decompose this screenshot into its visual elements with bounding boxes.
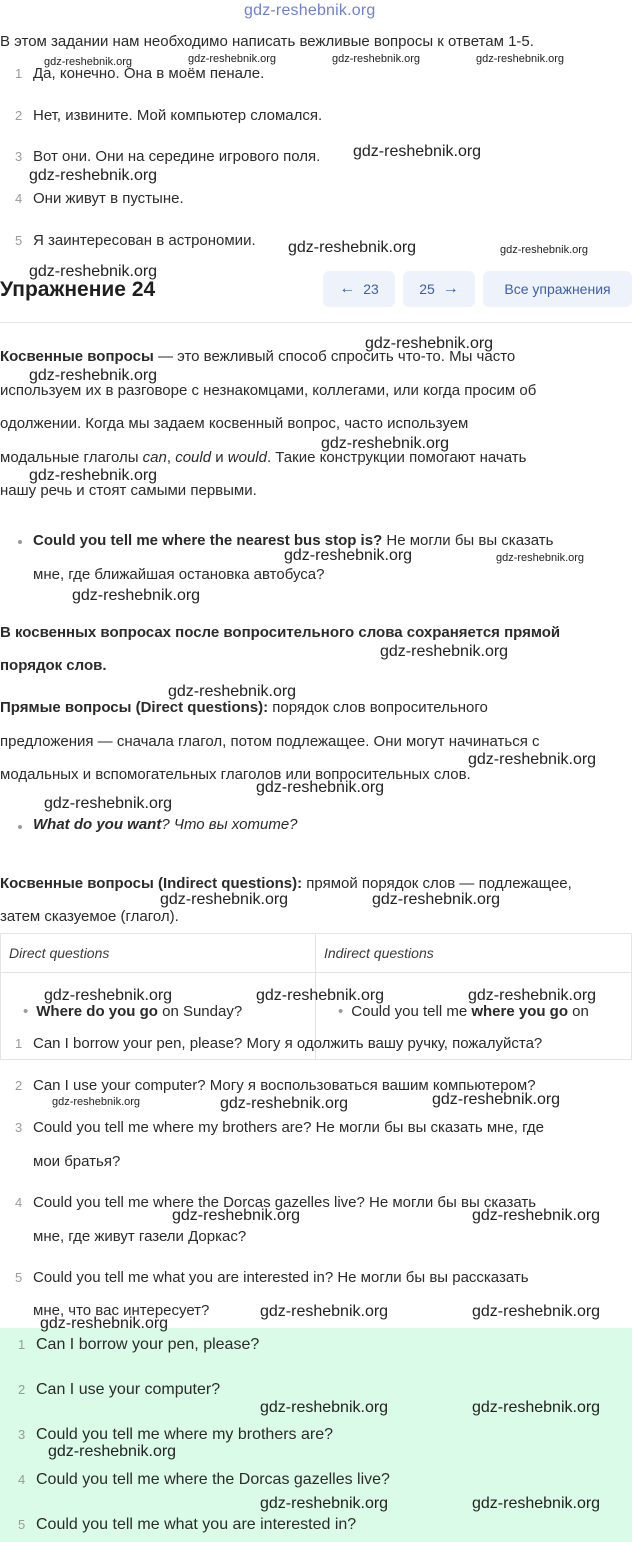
watermark: gdz-reshebnik.org	[29, 167, 158, 184]
item-text: Can I borrow your pen, please? Могу я одолжить вашу ручку, пожалуйста?	[33, 1035, 543, 1052]
table-header-row	[1, 934, 632, 973]
watermark: gdz-reshebnik.org	[432, 1091, 561, 1108]
item-number: 3	[15, 1120, 23, 1135]
watermark: gdz-reshebnik.org	[44, 987, 173, 1004]
watermark: gdz-reshebnik.org	[188, 53, 277, 65]
item-text: Could you tell me what you are interested in? Не могли бы вы рассказать	[33, 1269, 529, 1286]
arrow-right-icon: →	[442, 280, 459, 297]
answer-item	[18, 1426, 333, 1444]
answer-item	[18, 1516, 356, 1534]
item-text: Can I use your computer? Могу я воспользоваться вашим компьютером?	[33, 1077, 536, 1094]
example-line: мне, где ближайшая остановка автобуса?	[33, 566, 325, 583]
indirect-line: затем сказуемое (глагол).	[0, 908, 179, 925]
watermark: gdz-reshebnik.org	[29, 263, 158, 280]
divider	[0, 322, 632, 323]
direct-line: модальных и вспомогательных глаголов или вопросительных слов.	[0, 766, 471, 783]
watermark: gdz-reshebnik.org	[476, 53, 565, 65]
modal-can: can	[142, 449, 167, 466]
watermark: gdz-reshebnik.org	[44, 56, 133, 68]
text: модальные глаголы	[0, 449, 143, 466]
watermark: gdz-reshebnik.org	[321, 435, 450, 452]
watermark: gdz-reshebnik.org	[72, 587, 201, 604]
item-number: 5	[15, 233, 23, 248]
item-text: Да, конечно. Она в моём пенале.	[33, 65, 265, 82]
list-item	[15, 107, 322, 124]
item-number: 4	[18, 1472, 26, 1487]
modal-would: would	[227, 449, 267, 466]
item-number: 3	[15, 149, 23, 164]
text: — это вежливый способ спросить что-то. Мы часто	[153, 348, 516, 365]
answer-item	[18, 1381, 220, 1399]
list-item	[15, 190, 184, 207]
modal-could: could	[175, 449, 212, 466]
cell-bold: Where do you go	[36, 1003, 158, 1020]
item-number: 1	[18, 1337, 26, 1352]
item-text-cont: мне, где живут газели Доркас?	[33, 1228, 247, 1245]
answer-item	[18, 1471, 390, 1489]
watermark: gdz-reshebnik.org	[365, 335, 494, 352]
list-item	[15, 1269, 529, 1286]
watermark: gdz-reshebnik.org	[284, 547, 413, 564]
site-header-link[interactable]: gdz-reshebnik.org	[244, 2, 376, 19]
bullet-icon	[18, 540, 22, 544]
watermark: gdz-reshebnik.org	[332, 53, 421, 65]
item-text: Вот они. Они на середине игрового поля.	[33, 148, 321, 165]
watermark: gdz-reshebnik.org	[256, 779, 385, 796]
bullet-icon: •	[23, 1003, 29, 1020]
cell-bold: where you go	[471, 1003, 569, 1020]
list-item	[15, 1119, 544, 1136]
watermark: gdz-reshebnik.org	[48, 1443, 177, 1460]
watermark: gdz-reshebnik.org	[288, 239, 417, 256]
list-item	[15, 1035, 542, 1052]
list-item	[15, 148, 320, 165]
watermark: gdz-reshebnik.org	[168, 683, 297, 700]
watermark: gdz-reshebnik.org	[29, 367, 158, 384]
watermark: gdz-reshebnik.org	[472, 1207, 601, 1224]
cell-text: on Sunday?	[157, 1003, 243, 1020]
item-text: Could you tell me where the Dorcas gazelles live?	[36, 1471, 390, 1488]
arrow-left-icon: ←	[339, 280, 356, 297]
item-text: Can I use your computer?	[36, 1381, 221, 1398]
watermark: gdz-reshebnik.org	[172, 1207, 301, 1224]
item-text: Could you tell me where my brothers are? Не могли бы вы сказать мне, где	[33, 1119, 544, 1136]
example-bold: What do you want	[33, 816, 162, 833]
watermark: gdz-reshebnik.org	[260, 1303, 389, 1320]
item-text: Can I borrow your pen, please?	[36, 1336, 260, 1353]
watermark: gdz-reshebnik.org	[468, 987, 597, 1004]
next-exercise-label: 25	[419, 281, 435, 297]
watermark: gdz-reshebnik.org	[220, 1095, 349, 1112]
watermark: gdz-reshebnik.org	[380, 643, 509, 660]
col-direct: Direct questions	[1, 934, 316, 973]
item-number: 3	[18, 1427, 26, 1442]
rule-line: порядок слов.	[0, 657, 107, 674]
item-text: Could you tell me where my brothers are?	[36, 1426, 334, 1443]
theory-line: используем их в разговоре с незнакомцами, коллегами, или когда просим об	[0, 382, 537, 399]
list-item	[15, 232, 256, 249]
indirect-heading: Косвенные вопросы (Indirect questions):	[0, 875, 303, 892]
cell-text: Could you tell me	[351, 1003, 472, 1020]
item-number: 2	[15, 108, 23, 123]
text: прямой порядок слов — подлежащее,	[302, 875, 572, 892]
text: ? Что вы хотите?	[161, 816, 298, 833]
answer-item	[18, 1336, 259, 1354]
direct-line: предложения — сначала глагол, потом подлежащее. Они могут начинаться с	[0, 733, 540, 750]
watermark: gdz-reshebnik.org	[472, 1399, 601, 1416]
text: Не могли бы вы сказать	[382, 532, 554, 549]
next-exercise-button[interactable]	[403, 271, 475, 307]
prev-exercise-button[interactable]	[323, 271, 395, 307]
item-text: Could you tell me where the Dorcas gazelles live? Не могли бы вы сказать	[33, 1194, 537, 1211]
item-number: 4	[15, 191, 23, 206]
prev-exercise-label: 23	[363, 281, 379, 297]
bullet-icon	[18, 825, 22, 829]
watermark: gdz-reshebnik.org	[468, 751, 597, 768]
term-bold: Косвенные вопросы	[0, 348, 154, 365]
item-number: 5	[18, 1517, 26, 1532]
watermark: gdz-reshebnik.org	[29, 467, 158, 484]
item-number: 2	[18, 1382, 26, 1397]
all-exercises-label: Все упражнения	[504, 281, 611, 297]
item-number: 1	[15, 66, 23, 81]
item-number: 5	[15, 1270, 23, 1285]
watermark: gdz-reshebnik.org	[496, 552, 585, 564]
cell-text: on	[568, 1003, 589, 1020]
watermark: gdz-reshebnik.org	[160, 891, 289, 908]
watermark: gdz-reshebnik.org	[44, 795, 173, 812]
theory-line: одолжении. Когда мы задаем косвенный вопрос, часто используем	[0, 415, 469, 432]
item-number: 2	[15, 1078, 23, 1093]
text: и	[211, 449, 228, 466]
watermark: gdz-reshebnik.org	[353, 143, 482, 160]
item-text-cont: мне, что вас интересует?	[33, 1302, 210, 1319]
item-text-cont: мои братья?	[33, 1153, 121, 1170]
watermark: gdz-reshebnik.org	[372, 891, 501, 908]
watermark: gdz-reshebnik.org	[256, 987, 385, 1004]
watermark: gdz-reshebnik.org	[260, 1399, 389, 1416]
item-text: Нет, извините. Мой компьютер сломался.	[33, 107, 323, 124]
direct-example	[33, 816, 298, 833]
example-bold: Could you tell me where the nearest bus stop is?	[33, 532, 383, 549]
direct-heading: Прямые вопросы (Direct questions):	[0, 699, 269, 716]
col-indirect: Indirect questions	[316, 934, 632, 973]
text: порядок слов вопросительного	[268, 699, 488, 716]
task-intro: В этом задании нам необходимо написать вежливые вопросы к ответам 1-5.	[0, 33, 534, 50]
direct-line	[0, 699, 488, 716]
watermark: gdz-reshebnik.org	[472, 1495, 601, 1512]
item-text: Я заинтересован в астрономии.	[33, 232, 256, 249]
theory-line: нашу речь и стоят самыми первыми.	[0, 482, 257, 499]
exercise-title: Упражнение 24	[0, 278, 156, 301]
indirect-line	[0, 875, 572, 892]
text: ,	[166, 449, 176, 466]
all-exercises-button[interactable]	[483, 271, 632, 307]
text: . Такие конструкции помогают начать	[266, 449, 527, 466]
item-number: 1	[15, 1036, 23, 1051]
watermark: gdz-reshebnik.org	[52, 1096, 141, 1108]
item-text: Could you tell me what you are interested in?	[36, 1516, 357, 1533]
watermark: gdz-reshebnik.org	[40, 1315, 169, 1332]
item-number: 4	[15, 1195, 23, 1210]
watermark: gdz-reshebnik.org	[500, 244, 589, 256]
watermark: gdz-reshebnik.org	[472, 1303, 601, 1320]
bullet-icon: •	[338, 1003, 344, 1020]
item-text: Они живут в пустыне.	[33, 190, 184, 207]
watermark: gdz-reshebnik.org	[260, 1495, 389, 1512]
rule-line: В косвенных вопросах после вопросительного слова сохраняется прямой	[0, 624, 561, 641]
